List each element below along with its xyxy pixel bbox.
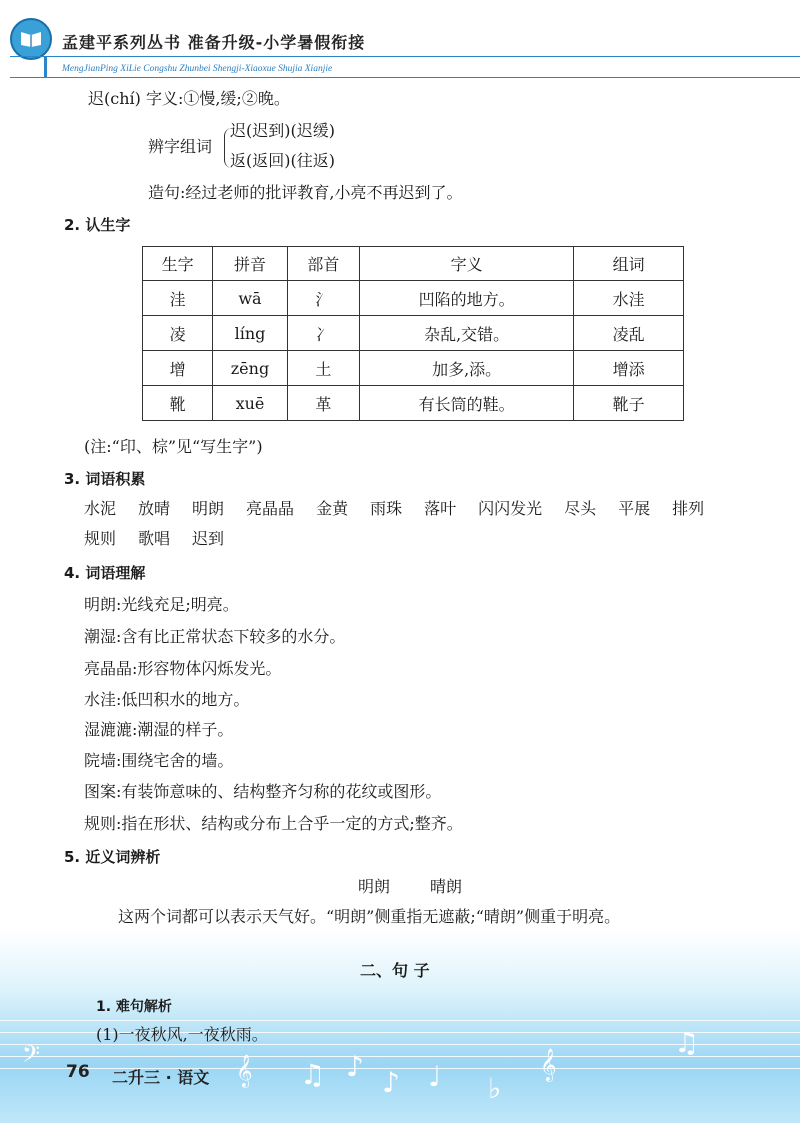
word-item: 明朗 xyxy=(192,499,225,518)
series-logo xyxy=(10,18,52,60)
table-cell: 增添 xyxy=(574,351,684,386)
music-note-icon: ♫ xyxy=(300,1058,326,1091)
synonym-word-2: 晴朗 xyxy=(430,877,463,896)
group-line-1: 迟(迟到)(迟缓) xyxy=(230,121,335,140)
chi-definition: 迟(chí) 字义:①慢,缓;②晚。 xyxy=(88,89,290,108)
definition-item: 湿漉漉:潮湿的样子。 xyxy=(84,720,234,739)
table-cell: 杂乱,交错。 xyxy=(359,316,573,351)
music-note-icon: ♩ xyxy=(428,1060,442,1093)
sentence-item: (1)一夜秋风,一夜秋雨。 xyxy=(96,1025,268,1044)
music-note-icon: ♫ xyxy=(674,1026,700,1059)
table-cell: 洼 xyxy=(143,281,213,316)
group-line-2: 返(返回)(往返) xyxy=(230,151,335,170)
series-title: 孟建平系列丛书 准备升级-小学暑假衔接 xyxy=(62,33,366,52)
header-rule-bottom xyxy=(10,77,800,78)
section-heading-2: 2. 认生字 xyxy=(64,216,131,234)
table-cell: 水洼 xyxy=(574,281,684,316)
definition-item: 潮湿:含有比正常状态下较多的水分。 xyxy=(84,627,346,646)
music-note-icon: ♪ xyxy=(346,1050,364,1083)
table-cell: 加多,添。 xyxy=(359,351,573,386)
word-item: 歌唱 xyxy=(138,529,171,548)
word-item: 尽头 xyxy=(564,499,597,518)
definition-item: 水洼:低凹积水的地方。 xyxy=(84,690,250,709)
table-cell: 靴子 xyxy=(574,386,684,421)
part-title-sentences: 二、句 子 xyxy=(360,961,430,980)
new-characters-table xyxy=(142,246,684,421)
header-rule-top xyxy=(10,56,800,57)
synonym-word-1: 明朗 xyxy=(358,877,391,896)
treble-clef-icon: 𝄞 xyxy=(236,1054,253,1087)
table-cell: 凹陷的地方。 xyxy=(359,281,573,316)
table-cell: 革 xyxy=(287,386,359,421)
table-cell: xuē xyxy=(213,386,287,421)
table-cell: 氵 xyxy=(287,281,359,316)
table-row xyxy=(143,281,684,316)
table-header-cell: 组词 xyxy=(574,247,684,281)
word-item: 闪闪发光 xyxy=(478,499,543,518)
chi-sentence: 造句:经过老师的批评教育,小亮不再迟到了。 xyxy=(148,183,463,202)
music-note-icon: ♪ xyxy=(382,1066,400,1099)
staff-line xyxy=(0,1020,800,1021)
table-cell: 凌 xyxy=(143,316,213,351)
table-note: (注:“印、棕”见“写生字”) xyxy=(84,437,263,456)
definition-item: 图案:有装饰意味的、结构整齐匀称的花纹或图形。 xyxy=(84,782,442,801)
footer-brand: 二升三 · 语文 xyxy=(112,1068,210,1087)
table-header-cell: 拼音 xyxy=(213,247,287,281)
word-item: 金黄 xyxy=(316,499,349,518)
table-header-cell: 部首 xyxy=(287,247,359,281)
definition-item: 院墙:围绕宅舍的墙。 xyxy=(84,751,234,770)
section-heading-5: 5. 近义词辨析 xyxy=(64,848,161,866)
table-header-cell: 字义 xyxy=(359,247,573,281)
table-cell: wā xyxy=(213,281,287,316)
word-list-line-1 xyxy=(84,498,704,520)
word-item: 雨珠 xyxy=(370,499,403,518)
series-subtitle: MengJianPing XiLie Congshu Zhunbei Shengji-Xiaoxue Shujia Xianjie xyxy=(62,64,333,74)
subheading-difficult-sentences: 1. 难句解析 xyxy=(96,999,172,1015)
definition-item: 亮晶晶:形容物体闪烁发光。 xyxy=(84,659,282,678)
table-cell: 土 xyxy=(287,351,359,386)
table-cell: 有长筒的鞋。 xyxy=(359,386,573,421)
table-row xyxy=(143,386,684,421)
group-label: 辨字组词 xyxy=(148,137,213,156)
table-cell: 靴 xyxy=(143,386,213,421)
table-row xyxy=(143,316,684,351)
book-icon xyxy=(19,28,43,48)
header-bar xyxy=(44,56,47,78)
word-item: 落叶 xyxy=(424,499,457,518)
definition-item: 明朗:光线充足;明亮。 xyxy=(84,595,239,614)
word-item: 平展 xyxy=(618,499,651,518)
word-item: 规则 xyxy=(84,529,117,548)
bass-clef-icon: 𝄢 xyxy=(22,1040,41,1073)
page-number: 76 xyxy=(66,1062,90,1082)
synonym-explanation: 这两个词都可以表示天气好。“明朗”侧重指无遮蔽;“晴朗”侧重于明亮。 xyxy=(118,907,621,926)
definition-item: 规则:指在形状、结构或分布上合乎一定的方式;整齐。 xyxy=(84,814,463,833)
treble-clef-icon: 𝄞 xyxy=(540,1048,557,1081)
word-item: 放晴 xyxy=(138,499,171,518)
table-row xyxy=(143,351,684,386)
table-cell: líng xyxy=(213,316,287,351)
flat-sign-icon: ♭ xyxy=(488,1072,502,1105)
table-cell: 冫 xyxy=(287,316,359,351)
word-list-line-2 xyxy=(84,528,246,550)
table-header-cell: 生字 xyxy=(143,247,213,281)
section-heading-4: 4. 词语理解 xyxy=(64,564,146,582)
table-cell: zēng xyxy=(213,351,287,386)
word-item: 水泥 xyxy=(84,499,117,518)
word-item: 亮晶晶 xyxy=(246,499,295,518)
table-cell: 凌乱 xyxy=(574,316,684,351)
section-heading-3: 3. 词语积累 xyxy=(64,470,146,488)
word-item: 迟到 xyxy=(192,529,225,548)
word-item: 排列 xyxy=(672,499,705,518)
table-header-row xyxy=(143,247,684,281)
table-cell: 增 xyxy=(143,351,213,386)
